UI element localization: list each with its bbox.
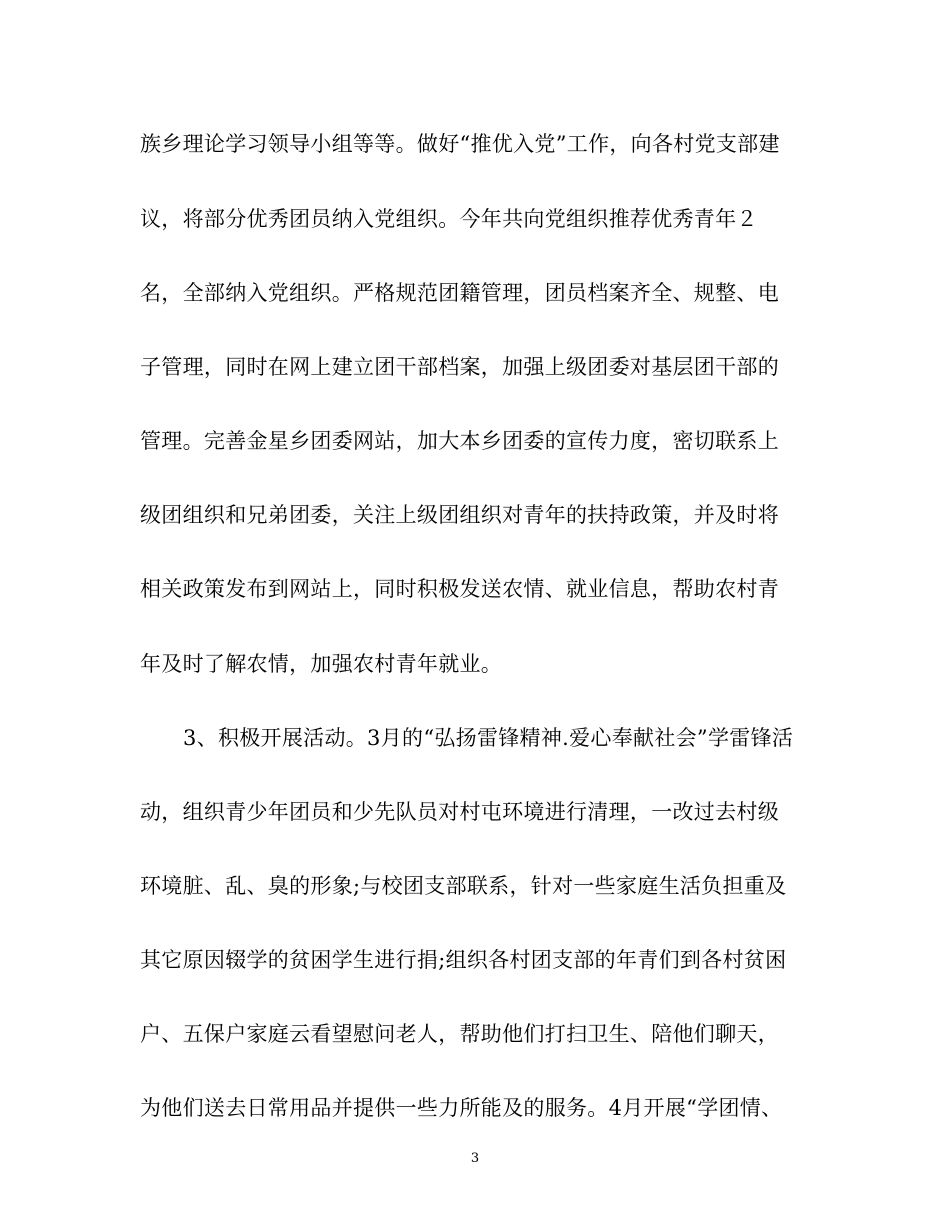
paragraph-line: 子管理，同时在网上建立团干部档案，加强上级团委对基层团干部的	[140, 355, 779, 379]
paragraph-line: 其它原因辍学的贫困学生进行捐;组织各村团支部的年青们到各村贫困	[140, 948, 787, 972]
paragraph-line: 管理。完善金星乡团委网站，加大本乡团委的宣传力度，密切联系上	[140, 429, 779, 453]
paragraph-line: 级团组织和兄弟团委，关注上级团组织对青年的扶持政策，并及时将	[140, 503, 779, 527]
paragraph-line: 名，全部纳入党组织。严格规范团籍管理，团员档案齐全、规整、电	[140, 281, 779, 305]
page-number: 3	[470, 1151, 480, 1166]
paragraph-line: 3、积极开展活动。3月的“弘扬雷锋精神.爱心奉献社会”学雷锋活	[183, 726, 794, 750]
paragraph-line: 户、五保户家庭云看望慰问老人，帮助他们打扫卫生、陪他们聊天，	[140, 1022, 779, 1046]
paragraph-line: 议，将部分优秀团员纳入党组织。今年共向党组织推荐优秀青年２	[140, 207, 758, 231]
paragraph-line: 为他们送去日常用品并提供一些力所能及的服务。4月开展“学团情、	[140, 1096, 783, 1120]
paragraph-line: 动，组织青少年团员和少先队员对村屯环境进行清理，一改过去村级	[140, 800, 779, 824]
paragraph-line: 年及时了解农情，加强农村青年就业。	[140, 652, 503, 676]
paragraph-line: 族乡理论学习领导小组等等。做好“推优入党”工作，向各村党支部建	[140, 132, 780, 156]
paragraph-line: 相关政策发布到网站上，同时积极发送农情、就业信息，帮助农村青	[140, 577, 779, 601]
paragraph-line: 环境脏、乱、臭的形象;与校团支部联系，针对一些家庭生活负担重及	[140, 874, 787, 898]
